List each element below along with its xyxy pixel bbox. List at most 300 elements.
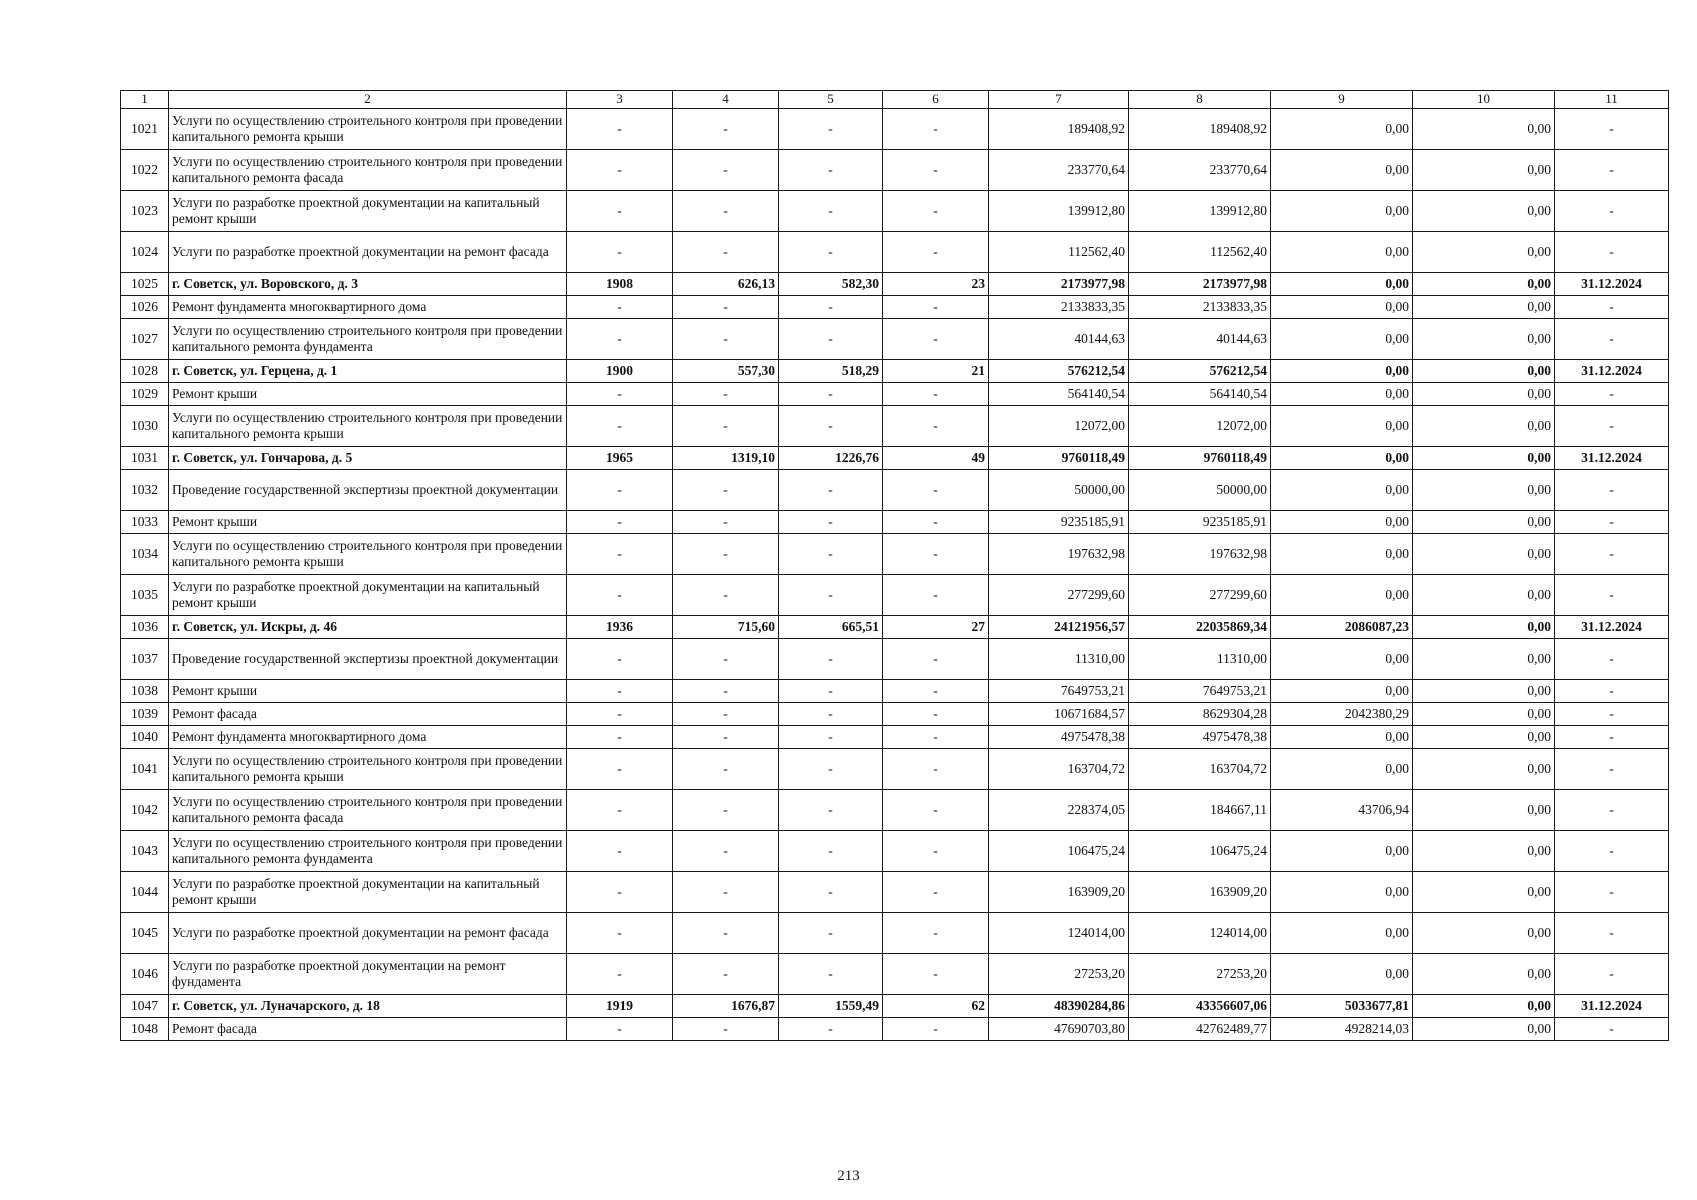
value-cell: 2173977,98 <box>989 273 1129 296</box>
value-cell: 0,00 <box>1271 511 1413 534</box>
table-row-address <box>121 447 1669 470</box>
value-cell: - <box>673 406 779 447</box>
value-cell: - <box>1555 470 1669 511</box>
value-cell: - <box>1555 534 1669 575</box>
value-cell: - <box>673 680 779 703</box>
table-body <box>121 109 1669 1041</box>
value-cell: 0,00 <box>1413 913 1555 954</box>
row-number-cell: 1047 <box>121 995 169 1018</box>
value-cell: - <box>1555 232 1669 273</box>
value-cell: 106475,24 <box>1129 831 1271 872</box>
value-cell: - <box>883 831 989 872</box>
value-cell: - <box>779 831 883 872</box>
value-cell: - <box>673 296 779 319</box>
value-cell: - <box>567 726 673 749</box>
value-cell: - <box>779 575 883 616</box>
value-cell: 0,00 <box>1413 703 1555 726</box>
value-cell: - <box>673 534 779 575</box>
table-row <box>121 913 1669 954</box>
value-cell: 1559,49 <box>779 995 883 1018</box>
value-cell: 7649753,21 <box>989 680 1129 703</box>
work-name-cell: Услуги по осуществлению строительного контроля при проведении капитального ремонта фундамента <box>169 319 567 360</box>
value-cell: - <box>567 534 673 575</box>
value-cell: - <box>673 383 779 406</box>
value-cell: 1676,87 <box>673 995 779 1018</box>
value-cell: 4975478,38 <box>989 726 1129 749</box>
value-cell: - <box>673 639 779 680</box>
value-cell: 0,00 <box>1413 616 1555 639</box>
value-cell: 626,13 <box>673 273 779 296</box>
value-cell: 112562,40 <box>989 232 1129 273</box>
row-number-cell: 1046 <box>121 954 169 995</box>
value-cell: 12072,00 <box>989 406 1129 447</box>
value-cell: - <box>883 150 989 191</box>
work-name-cell: Услуги по разработке проектной документации на капитальный ремонт крыши <box>169 872 567 913</box>
row-number-cell: 1029 <box>121 383 169 406</box>
value-cell: 0,00 <box>1413 383 1555 406</box>
table-row-address <box>121 995 1669 1018</box>
value-cell: - <box>779 191 883 232</box>
row-number-cell: 1021 <box>121 109 169 150</box>
value-cell: - <box>779 703 883 726</box>
value-cell: - <box>567 511 673 534</box>
value-cell: 0,00 <box>1271 383 1413 406</box>
value-cell: - <box>883 383 989 406</box>
table-row <box>121 790 1669 831</box>
value-cell: - <box>779 319 883 360</box>
value-cell: 233770,64 <box>1129 150 1271 191</box>
value-cell: - <box>567 296 673 319</box>
value-cell: - <box>567 954 673 995</box>
value-cell: 9760118,49 <box>1129 447 1271 470</box>
row-number-cell: 1048 <box>121 1018 169 1041</box>
value-cell: - <box>1555 296 1669 319</box>
value-cell: - <box>1555 872 1669 913</box>
table-row <box>121 954 1669 995</box>
value-cell: - <box>567 470 673 511</box>
value-cell: - <box>673 954 779 995</box>
value-cell: - <box>779 296 883 319</box>
value-cell: - <box>883 319 989 360</box>
value-cell: - <box>1555 383 1669 406</box>
work-name-cell: Ремонт фундамента многоквартирного дома <box>169 296 567 319</box>
table-row-address <box>121 273 1669 296</box>
work-name-cell: Услуги по осуществлению строительного контроля при проведении капитального ремонта крыши <box>169 749 567 790</box>
value-cell: - <box>883 726 989 749</box>
value-cell: 0,00 <box>1271 872 1413 913</box>
value-cell: 715,60 <box>673 616 779 639</box>
work-name-cell: Ремонт фасада <box>169 703 567 726</box>
value-cell: 163704,72 <box>989 749 1129 790</box>
value-cell: - <box>883 575 989 616</box>
value-cell: 31.12.2024 <box>1555 447 1669 470</box>
row-number-cell: 1043 <box>121 831 169 872</box>
value-cell: 50000,00 <box>989 470 1129 511</box>
row-number-cell: 1026 <box>121 296 169 319</box>
work-name-cell: Проведение государственной экспертизы проектной документации <box>169 470 567 511</box>
value-cell: - <box>567 872 673 913</box>
table-row <box>121 383 1669 406</box>
value-cell: 0,00 <box>1413 296 1555 319</box>
table-row <box>121 639 1669 680</box>
value-cell: 139912,80 <box>989 191 1129 232</box>
value-cell: - <box>883 790 989 831</box>
value-cell: - <box>883 1018 989 1041</box>
value-cell: 24121956,57 <box>989 616 1129 639</box>
value-cell: 0,00 <box>1413 191 1555 232</box>
table-row <box>121 296 1669 319</box>
value-cell: - <box>1555 726 1669 749</box>
value-cell: 1919 <box>567 995 673 1018</box>
value-cell: 124014,00 <box>989 913 1129 954</box>
value-cell: 11310,00 <box>989 639 1129 680</box>
value-cell: 31.12.2024 <box>1555 616 1669 639</box>
value-cell: - <box>567 150 673 191</box>
value-cell: 7649753,21 <box>1129 680 1271 703</box>
header-cell: 4 <box>673 91 779 109</box>
value-cell: 9760118,49 <box>989 447 1129 470</box>
value-cell: - <box>1555 790 1669 831</box>
value-cell: - <box>1555 1018 1669 1041</box>
value-cell: 0,00 <box>1413 470 1555 511</box>
work-name-cell: Услуги по разработке проектной документации на ремонт фасада <box>169 913 567 954</box>
value-cell: - <box>673 749 779 790</box>
row-number-cell: 1045 <box>121 913 169 954</box>
row-number-cell: 1044 <box>121 872 169 913</box>
value-cell: 0,00 <box>1413 109 1555 150</box>
work-name-cell: г. Советск, ул. Искры, д. 46 <box>169 616 567 639</box>
value-cell: - <box>567 790 673 831</box>
value-cell: - <box>779 680 883 703</box>
header-cell: 6 <box>883 91 989 109</box>
value-cell: - <box>567 575 673 616</box>
value-cell: 0,00 <box>1413 872 1555 913</box>
work-name-cell: Ремонт фундамента многоквартирного дома <box>169 726 567 749</box>
value-cell: - <box>567 703 673 726</box>
value-cell: 0,00 <box>1413 749 1555 790</box>
value-cell: 12072,00 <box>1129 406 1271 447</box>
row-number-cell: 1037 <box>121 639 169 680</box>
work-name-cell: Услуги по разработке проектной документации на капитальный ремонт крыши <box>169 575 567 616</box>
value-cell: - <box>779 913 883 954</box>
value-cell: 8629304,28 <box>1129 703 1271 726</box>
value-cell: 43356607,06 <box>1129 995 1271 1018</box>
value-cell: - <box>567 749 673 790</box>
value-cell: 0,00 <box>1413 406 1555 447</box>
value-cell: - <box>673 726 779 749</box>
value-cell: 0,00 <box>1271 534 1413 575</box>
value-cell: - <box>883 913 989 954</box>
row-number-cell: 1027 <box>121 319 169 360</box>
value-cell: - <box>673 703 779 726</box>
row-number-cell: 1023 <box>121 191 169 232</box>
value-cell: - <box>1555 511 1669 534</box>
value-cell: 9235185,91 <box>1129 511 1271 534</box>
value-cell: 2173977,98 <box>1129 273 1271 296</box>
row-number-cell: 1030 <box>121 406 169 447</box>
header-cell: 11 <box>1555 91 1669 109</box>
value-cell: 0,00 <box>1413 232 1555 273</box>
value-cell: - <box>673 511 779 534</box>
row-number-cell: 1022 <box>121 150 169 191</box>
work-name-cell: Услуги по разработке проектной документации на ремонт фундамента <box>169 954 567 995</box>
table-row <box>121 575 1669 616</box>
value-cell: - <box>1555 150 1669 191</box>
value-cell: 11310,00 <box>1129 639 1271 680</box>
value-cell: - <box>673 150 779 191</box>
row-number-cell: 1024 <box>121 232 169 273</box>
value-cell: 31.12.2024 <box>1555 360 1669 383</box>
value-cell: - <box>883 109 989 150</box>
work-name-cell: г. Советск, ул. Герцена, д. 1 <box>169 360 567 383</box>
value-cell: 49 <box>883 447 989 470</box>
value-cell: - <box>883 232 989 273</box>
value-cell: 189408,92 <box>1129 109 1271 150</box>
value-cell: 62 <box>883 995 989 1018</box>
value-cell: 1226,76 <box>779 447 883 470</box>
value-cell: - <box>883 511 989 534</box>
value-cell: - <box>1555 319 1669 360</box>
value-cell: - <box>567 406 673 447</box>
value-cell: - <box>1555 954 1669 995</box>
header-cell: 1 <box>121 91 169 109</box>
value-cell: 0,00 <box>1413 639 1555 680</box>
value-cell: - <box>1555 749 1669 790</box>
row-number-cell: 1028 <box>121 360 169 383</box>
value-cell: - <box>883 296 989 319</box>
value-cell: 277299,60 <box>1129 575 1271 616</box>
value-cell: 40144,63 <box>1129 319 1271 360</box>
value-cell: - <box>779 954 883 995</box>
work-name-cell: Услуги по разработке проектной документации на ремонт фасада <box>169 232 567 273</box>
work-name-cell: Услуги по осуществлению строительного контроля при проведении капитального ремонта фасада <box>169 790 567 831</box>
value-cell: 184667,11 <box>1129 790 1271 831</box>
value-cell: - <box>673 1018 779 1041</box>
value-cell: 0,00 <box>1271 273 1413 296</box>
work-name-cell: г. Советск, ул. Луначарского, д. 18 <box>169 995 567 1018</box>
header-cell: 9 <box>1271 91 1413 109</box>
row-number-cell: 1033 <box>121 511 169 534</box>
header-cell: 8 <box>1129 91 1271 109</box>
value-cell: - <box>673 470 779 511</box>
value-cell: 576212,54 <box>989 360 1129 383</box>
value-cell: 0,00 <box>1271 296 1413 319</box>
value-cell: - <box>673 575 779 616</box>
value-cell: 106475,24 <box>989 831 1129 872</box>
value-cell: - <box>883 639 989 680</box>
value-cell: - <box>883 191 989 232</box>
value-cell: 43706,94 <box>1271 790 1413 831</box>
value-cell: - <box>567 680 673 703</box>
value-cell: - <box>1555 191 1669 232</box>
value-cell: 0,00 <box>1271 109 1413 150</box>
header-cell: 3 <box>567 91 673 109</box>
value-cell: 1908 <box>567 273 673 296</box>
value-cell: 1900 <box>567 360 673 383</box>
row-number-cell: 1042 <box>121 790 169 831</box>
column-number-header <box>121 91 1669 109</box>
table-row <box>121 872 1669 913</box>
table-row <box>121 831 1669 872</box>
value-cell: 1936 <box>567 616 673 639</box>
row-number-cell: 1034 <box>121 534 169 575</box>
value-cell: 42762489,77 <box>1129 1018 1271 1041</box>
value-cell: 2133833,35 <box>989 296 1129 319</box>
header-cell: 10 <box>1413 91 1555 109</box>
value-cell: 277299,60 <box>989 575 1129 616</box>
work-name-cell: Услуги по осуществлению строительного контроля при проведении капитального ремонта крыши <box>169 406 567 447</box>
table-row <box>121 534 1669 575</box>
work-name-cell: Услуги по осуществлению строительного контроля при проведении капитального ремонта фундамента <box>169 831 567 872</box>
value-cell: - <box>779 639 883 680</box>
value-cell: 124014,00 <box>1129 913 1271 954</box>
work-name-cell: Ремонт крыши <box>169 383 567 406</box>
value-cell: 0,00 <box>1413 1018 1555 1041</box>
value-cell: 0,00 <box>1271 831 1413 872</box>
work-name-cell: Услуги по разработке проектной документации на капитальный ремонт крыши <box>169 191 567 232</box>
value-cell: 0,00 <box>1413 511 1555 534</box>
value-cell: 0,00 <box>1271 232 1413 273</box>
work-name-cell: Услуги по осуществлению строительного контроля при проведении капитального ремонта крыши <box>169 534 567 575</box>
value-cell: - <box>779 109 883 150</box>
value-cell: 197632,98 <box>989 534 1129 575</box>
work-name-cell: Ремонт крыши <box>169 680 567 703</box>
value-cell: 0,00 <box>1413 831 1555 872</box>
work-name-cell: Услуги по осуществлению строительного контроля при проведении капитального ремонта крыши <box>169 109 567 150</box>
value-cell: 0,00 <box>1413 726 1555 749</box>
value-cell: - <box>883 470 989 511</box>
value-cell: 163909,20 <box>989 872 1129 913</box>
value-cell: 40144,63 <box>989 319 1129 360</box>
value-cell: - <box>779 232 883 273</box>
value-cell: - <box>673 831 779 872</box>
value-cell: - <box>779 383 883 406</box>
value-cell: - <box>779 749 883 790</box>
table-row <box>121 726 1669 749</box>
value-cell: - <box>1555 575 1669 616</box>
page-number: 213 <box>837 1168 860 1184</box>
value-cell: 0,00 <box>1271 726 1413 749</box>
value-cell: - <box>779 726 883 749</box>
value-cell: - <box>1555 913 1669 954</box>
value-cell: 233770,64 <box>989 150 1129 191</box>
work-name-cell: г. Советск, ул. Гончарова, д. 5 <box>169 447 567 470</box>
work-name-cell: Ремонт крыши <box>169 511 567 534</box>
value-cell: 564140,54 <box>989 383 1129 406</box>
value-cell: 4928214,03 <box>1271 1018 1413 1041</box>
table-row <box>121 150 1669 191</box>
value-cell: 27253,20 <box>1129 954 1271 995</box>
value-cell: - <box>883 534 989 575</box>
value-cell: 582,30 <box>779 273 883 296</box>
row-number-cell: 1032 <box>121 470 169 511</box>
value-cell: - <box>779 406 883 447</box>
value-cell: - <box>567 639 673 680</box>
table-row <box>121 1018 1669 1041</box>
work-name-cell: г. Советск, ул. Воровского, д. 3 <box>169 273 567 296</box>
value-cell: 0,00 <box>1271 360 1413 383</box>
value-cell: 27 <box>883 616 989 639</box>
value-cell: 10671684,57 <box>989 703 1129 726</box>
value-cell: 112562,40 <box>1129 232 1271 273</box>
value-cell: 189408,92 <box>989 109 1129 150</box>
value-cell: 9235185,91 <box>989 511 1129 534</box>
work-name-cell: Ремонт фасада <box>169 1018 567 1041</box>
value-cell: 564140,54 <box>1129 383 1271 406</box>
value-cell: 0,00 <box>1271 575 1413 616</box>
value-cell: - <box>673 232 779 273</box>
value-cell: 0,00 <box>1271 406 1413 447</box>
value-cell: - <box>673 913 779 954</box>
row-number-cell: 1040 <box>121 726 169 749</box>
value-cell: - <box>673 319 779 360</box>
value-cell: 0,00 <box>1271 680 1413 703</box>
value-cell: - <box>567 913 673 954</box>
value-cell: 0,00 <box>1271 639 1413 680</box>
value-cell: 0,00 <box>1271 913 1413 954</box>
value-cell: - <box>883 703 989 726</box>
value-cell: 228374,05 <box>989 790 1129 831</box>
table-row <box>121 749 1669 790</box>
table-row <box>121 406 1669 447</box>
value-cell: - <box>1555 406 1669 447</box>
header-cell: 5 <box>779 91 883 109</box>
row-number-cell: 1035 <box>121 575 169 616</box>
header-cell: 7 <box>989 91 1129 109</box>
value-cell: - <box>779 470 883 511</box>
row-number-cell: 1039 <box>121 703 169 726</box>
value-cell: - <box>779 511 883 534</box>
value-cell: - <box>673 191 779 232</box>
value-cell: 0,00 <box>1413 680 1555 703</box>
value-cell: 0,00 <box>1413 995 1555 1018</box>
value-cell: - <box>883 954 989 995</box>
value-cell: - <box>673 872 779 913</box>
table-row-address <box>121 616 1669 639</box>
value-cell: - <box>883 872 989 913</box>
value-cell: 23 <box>883 273 989 296</box>
table-row <box>121 680 1669 703</box>
value-cell: 0,00 <box>1413 360 1555 383</box>
value-cell: 0,00 <box>1413 447 1555 470</box>
value-cell: - <box>1555 680 1669 703</box>
value-cell: - <box>567 383 673 406</box>
table-row <box>121 703 1669 726</box>
value-cell: 0,00 <box>1271 447 1413 470</box>
value-cell: 22035869,34 <box>1129 616 1271 639</box>
value-cell: - <box>779 534 883 575</box>
value-cell: - <box>567 191 673 232</box>
value-cell: 0,00 <box>1413 319 1555 360</box>
value-cell: 139912,80 <box>1129 191 1271 232</box>
value-cell: 1319,10 <box>673 447 779 470</box>
value-cell: - <box>779 1018 883 1041</box>
value-cell: - <box>779 150 883 191</box>
table-row <box>121 470 1669 511</box>
table-row <box>121 232 1669 273</box>
value-cell: 665,51 <box>779 616 883 639</box>
row-number-cell: 1025 <box>121 273 169 296</box>
value-cell: 0,00 <box>1271 150 1413 191</box>
value-cell: - <box>567 1018 673 1041</box>
value-cell: 50000,00 <box>1129 470 1271 511</box>
value-cell: - <box>1555 703 1669 726</box>
value-cell: - <box>779 872 883 913</box>
value-cell: 48390284,86 <box>989 995 1129 1018</box>
value-cell: 47690703,80 <box>989 1018 1129 1041</box>
value-cell: 1965 <box>567 447 673 470</box>
value-cell: 0,00 <box>1413 954 1555 995</box>
